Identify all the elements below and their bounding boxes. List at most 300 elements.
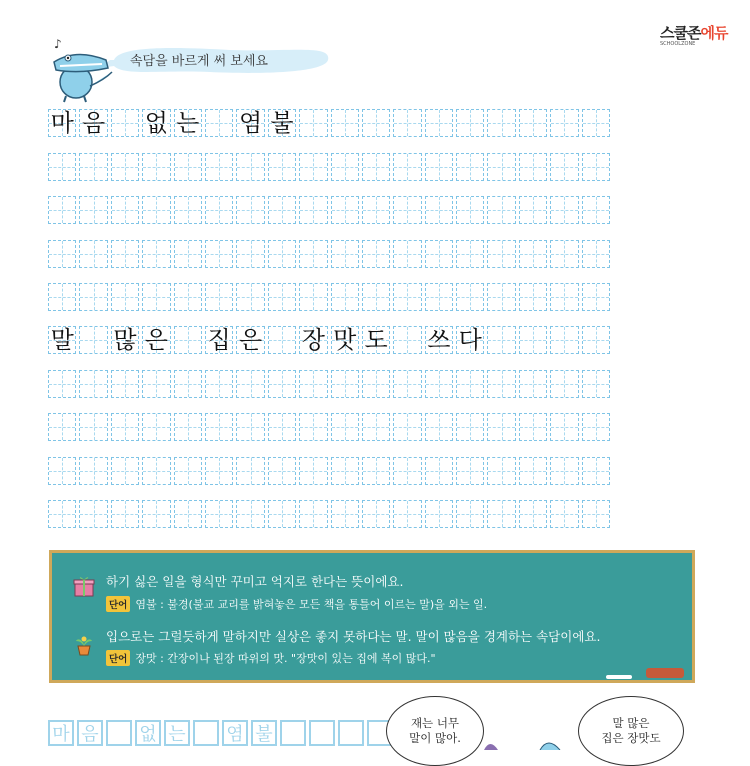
grid-cell[interactable] [550,326,578,354]
grid-cell[interactable] [142,109,170,137]
grid-cell-char [49,197,75,223]
grid-cell[interactable] [174,413,202,441]
grid-cell[interactable] [550,196,578,224]
grid-cell-char [206,501,232,527]
trace-row [48,720,393,746]
grid-cell-char: 말 [50,326,74,355]
grid-cell-char [551,154,577,180]
grid-cell[interactable] [393,457,421,485]
grid-cell[interactable] [331,500,359,528]
grid-cell[interactable] [456,240,484,268]
grid-cell-char [488,284,514,310]
grid-cell[interactable] [487,413,515,441]
grid-cell[interactable] [331,196,359,224]
trace-cell[interactable] [338,720,364,746]
grid-cell-char [551,327,577,353]
grid-cell[interactable] [142,240,170,268]
grid-cell-char [300,458,326,484]
grid-cell-char [457,110,483,136]
grid-cell[interactable] [456,500,484,528]
grid-cell[interactable] [205,457,233,485]
grid-cell[interactable] [268,413,296,441]
grid-cell[interactable] [299,413,327,441]
grid-cell[interactable] [331,240,359,268]
grid-cell-char [363,284,389,310]
grid-cell-char [394,327,420,353]
grid-cell[interactable] [174,500,202,528]
grid-cell-char: 불 [270,109,294,138]
grid-cell[interactable] [299,240,327,268]
grid-cell-char: 은 [144,326,168,355]
grid-cell-char [363,371,389,397]
grid-cell[interactable] [487,153,515,181]
grid-cell[interactable] [48,326,76,354]
grid-cell-char [269,501,295,527]
grid-cell[interactable] [174,370,202,398]
grid-cell[interactable] [111,413,139,441]
grid-cell[interactable] [142,326,170,354]
grid-row [48,370,610,398]
grid-cell[interactable] [79,326,107,354]
grid-cell[interactable] [487,283,515,311]
grid-cell[interactable] [79,457,107,485]
grid-cell[interactable] [362,370,390,398]
grid-cell-char [426,241,452,267]
grid-cell[interactable] [299,196,327,224]
grid-cell-char [143,414,169,440]
grid-cell-char [143,241,169,267]
grid-cell[interactable] [236,457,264,485]
grid-cell-char [237,154,263,180]
grid-cell[interactable] [519,457,547,485]
grid-cell[interactable] [456,413,484,441]
trace-cell[interactable] [106,720,132,746]
grid-cell-char [175,414,201,440]
grid-cell[interactable] [236,370,264,398]
grid-cell-char [49,371,75,397]
grid-cell[interactable] [425,457,453,485]
grid-cell[interactable] [236,109,264,137]
grid-cell[interactable] [205,370,233,398]
grid-cell-char [457,501,483,527]
grid-cell[interactable] [79,413,107,441]
grid-cell[interactable] [519,413,547,441]
grid-cell-char [143,458,169,484]
grid-cell[interactable] [456,457,484,485]
grid-cell[interactable] [582,196,610,224]
grid-cell[interactable] [393,413,421,441]
grid-cell-char [112,458,138,484]
grid-cell[interactable] [519,283,547,311]
word-tag-2: 단어 [106,650,130,666]
grid-cell[interactable] [550,283,578,311]
grid-cell[interactable] [331,109,359,137]
grid-cell-char [206,110,232,136]
grid-cell-char [175,284,201,310]
grid-cell-char [80,241,106,267]
grid-cell-char [520,284,546,310]
grid-cell[interactable] [174,283,202,311]
grid-cell-char [488,458,514,484]
grid-cell-char [112,414,138,440]
grid-cell[interactable] [582,109,610,137]
grid-cell[interactable] [519,196,547,224]
grid-cell-char [269,327,295,353]
grid-cell-char [332,197,358,223]
grid-cell[interactable] [205,283,233,311]
grid-cell[interactable] [582,500,610,528]
grid-cell[interactable] [425,326,453,354]
grid-cell[interactable] [582,370,610,398]
grid-cell[interactable] [142,196,170,224]
trace-cell[interactable]: 염 [222,720,248,746]
grid-cell-char [49,458,75,484]
trace-cell[interactable] [280,720,306,746]
grid-cell[interactable] [362,457,390,485]
grid-cell-char [583,501,609,527]
grid-cell[interactable] [48,196,76,224]
grid-cell[interactable] [48,283,76,311]
grid-cell[interactable] [205,413,233,441]
grid-cell[interactable] [550,153,578,181]
trace-cell[interactable]: 마 [48,720,74,746]
grid-cell[interactable] [425,413,453,441]
grid-cell-char [457,154,483,180]
grid-cell[interactable] [362,283,390,311]
grid-cell[interactable] [268,500,296,528]
grid-cell[interactable] [236,240,264,268]
grid-cell[interactable] [79,196,107,224]
crocodile-mascot-icon [46,36,116,104]
grid-cell[interactable] [79,109,107,137]
grid-cell-char [206,241,232,267]
grid-cell-char [488,154,514,180]
grid-cell-char [300,110,326,136]
grid-cell-char [394,414,420,440]
grid-cell[interactable] [519,240,547,268]
grid-cell[interactable] [268,240,296,268]
explanation-board [49,550,695,683]
grid-cell[interactable] [205,240,233,268]
grid-cell[interactable] [519,326,547,354]
grid-cell[interactable] [425,196,453,224]
grid-cell[interactable] [582,153,610,181]
grid-cell[interactable] [362,413,390,441]
grid-cell[interactable] [236,153,264,181]
grid-cell[interactable] [331,283,359,311]
grid-cell-char [551,371,577,397]
grid-cell-char [394,241,420,267]
trace-cell[interactable] [309,720,335,746]
grid-cell[interactable] [111,153,139,181]
grid-cell[interactable] [236,283,264,311]
grid-cell[interactable] [142,153,170,181]
grid-cell[interactable] [582,240,610,268]
grid-cell-char: 염 [238,109,263,138]
grid-cell[interactable] [174,240,202,268]
trace-cell[interactable]: 는 [164,720,190,746]
word-text-2: 장맛 : 간장이나 된장 따위의 맛. "장맛이 있는 집에 복이 많다." [135,652,436,665]
grid-cell[interactable] [425,240,453,268]
grid-cell-char: 다 [458,326,482,355]
grid-cell-char [49,241,75,267]
grid-cell-char [269,371,295,397]
grid-cell-char [332,154,358,180]
speech-left-line-2: 말이 많아. [409,730,461,745]
grid-cell[interactable] [111,457,139,485]
eraser-icon [646,668,684,678]
grid-cell[interactable] [362,196,390,224]
grid-cell[interactable] [142,413,170,441]
grid-cell-char [269,284,295,310]
grid-cell-char [457,241,483,267]
grid-cell-char [332,458,358,484]
grid-cell-char [112,371,138,397]
grid-cell[interactable] [268,283,296,311]
grid-cell[interactable] [331,153,359,181]
grid-cell[interactable] [236,326,264,354]
grid-cell[interactable] [393,153,421,181]
trace-cell[interactable]: 불 [251,720,277,746]
grid-cell[interactable] [487,240,515,268]
grid-cell[interactable] [550,413,578,441]
grid-cell[interactable] [236,413,264,441]
grid-cell[interactable] [582,457,610,485]
grid-cell-char [426,154,452,180]
grid-cell-char: 는 [176,109,200,138]
grid-cell[interactable] [111,500,139,528]
grid-cell-char [175,458,201,484]
grid-cell-char [206,284,232,310]
speech-text-right [590,716,672,746]
grid-cell[interactable] [582,413,610,441]
grid-cell[interactable] [456,109,484,137]
grid-cell[interactable] [487,370,515,398]
grid-cell[interactable] [331,457,359,485]
grid-cell-char [49,414,75,440]
grid-cell[interactable] [48,370,76,398]
grid-cell[interactable] [79,370,107,398]
grid-cell[interactable] [268,370,296,398]
grid-cell[interactable] [111,326,139,354]
grid-cell-char [143,154,169,180]
grid-cell-char [49,284,75,310]
grid-cell[interactable] [48,153,76,181]
grid-cell-char: 음 [81,109,106,138]
grid-cell-char [551,414,577,440]
grid-cell[interactable] [425,153,453,181]
grid-cell[interactable] [362,240,390,268]
grid-cell[interactable] [174,196,202,224]
meaning-text-1: 하기 싫은 일을 형식만 꾸미고 억지로 한다는 뜻이에요. [106,574,404,589]
grid-cell-char [394,458,420,484]
grid-cell[interactable] [550,370,578,398]
grid-cell[interactable] [425,370,453,398]
grid-cell[interactable] [519,109,547,137]
grid-cell[interactable] [299,109,327,137]
grid-cell[interactable] [236,196,264,224]
grid-cell[interactable] [456,196,484,224]
grid-cell[interactable] [393,326,421,354]
grid-cell[interactable] [362,326,390,354]
grid-cell-char [80,327,106,353]
grid-cell[interactable] [425,500,453,528]
grid-cell[interactable] [550,240,578,268]
grid-cell[interactable] [362,500,390,528]
grid-cell-char [175,197,201,223]
grid-cell-char [394,110,420,136]
grid-cell-char [332,371,358,397]
grid-cell-char [49,154,75,180]
grid-cell-char [457,284,483,310]
grid-cell[interactable] [111,370,139,398]
grid-cell[interactable] [111,283,139,311]
grid-cell[interactable] [456,370,484,398]
grid-cell[interactable] [487,326,515,354]
grid-cell[interactable] [205,326,233,354]
grid-cell[interactable] [519,370,547,398]
grid-cell[interactable] [331,326,359,354]
grid-cell[interactable] [331,370,359,398]
grid-cell-char [363,110,389,136]
grid-cell-char [551,110,577,136]
grid-cell[interactable] [299,326,327,354]
grid-cell-char: 많 [113,326,137,355]
grid-cell-char [237,414,263,440]
grid-cell-char [332,241,358,267]
grid-row [48,109,610,137]
grid-cell[interactable] [550,109,578,137]
grid-cell[interactable] [111,196,139,224]
grid-cell-char [457,197,483,223]
grid-cell-char [175,327,201,353]
grid-cell[interactable] [550,457,578,485]
grid-cell[interactable] [393,283,421,311]
grid-cell[interactable] [456,153,484,181]
grid-cell[interactable] [299,457,327,485]
grid-cell-char [457,414,483,440]
grid-cell[interactable] [48,500,76,528]
grid-cell[interactable] [236,500,264,528]
grid-cell[interactable] [205,196,233,224]
grid-cell-char [520,154,546,180]
grid-cell[interactable] [299,283,327,311]
grid-cell[interactable] [48,109,76,137]
grid-cell[interactable] [268,109,296,137]
grid-cell[interactable] [268,326,296,354]
grid-cell[interactable] [393,500,421,528]
grid-cell[interactable] [268,457,296,485]
grid-cell[interactable] [393,196,421,224]
grid-cell[interactable] [79,283,107,311]
grid-cell[interactable] [111,240,139,268]
grid-cell[interactable] [425,109,453,137]
grid-cell-char: 집 [207,326,231,355]
grid-cell[interactable] [299,370,327,398]
grid-cell[interactable] [487,109,515,137]
grid-cell[interactable] [174,109,202,137]
grid-cell[interactable] [268,196,296,224]
grid-cell[interactable] [393,109,421,137]
grid-cell[interactable] [331,413,359,441]
grid-cell-char [488,110,514,136]
grid-cell[interactable] [142,457,170,485]
grid-cell[interactable] [205,109,233,137]
grid-cell-char [80,284,106,310]
grid-cell-char [457,458,483,484]
trace-cell[interactable]: 음 [77,720,103,746]
grid-cell[interactable] [393,240,421,268]
grid-cell-char [332,501,358,527]
grid-cell-char [143,371,169,397]
grid-cell-char [426,197,452,223]
grid-row [48,326,610,354]
grid-cell-char [426,501,452,527]
grid-cell[interactable] [362,153,390,181]
grid-cell[interactable] [393,370,421,398]
grid-cell[interactable] [142,283,170,311]
grid-cell[interactable] [362,109,390,137]
grid-cell[interactable] [582,283,610,311]
grid-cell[interactable] [142,370,170,398]
grid-cell[interactable] [48,240,76,268]
grid-cell-char [237,501,263,527]
grid-cell[interactable] [487,500,515,528]
grid-cell-char [206,414,232,440]
grid-cell-char [269,414,295,440]
grid-cell-char [551,458,577,484]
trace-cell[interactable] [193,720,219,746]
grid-cell[interactable] [111,109,139,137]
grid-cell[interactable] [142,500,170,528]
grid-cell[interactable] [268,153,296,181]
grid-cell[interactable] [48,413,76,441]
grid-cell[interactable] [205,500,233,528]
grid-cell[interactable] [519,153,547,181]
grid-cell-char: 장 [301,326,325,355]
grid-cell-char [583,197,609,223]
grid-cell-char [80,501,106,527]
grid-cell[interactable] [174,153,202,181]
grid-cell[interactable] [79,153,107,181]
grid-cell[interactable] [487,457,515,485]
grid-cell[interactable] [299,153,327,181]
grid-cell[interactable] [79,500,107,528]
grid-cell[interactable] [487,196,515,224]
grid-cell[interactable] [174,457,202,485]
grid-cell[interactable] [456,283,484,311]
grid-cell-char [488,414,514,440]
grid-cell-char [488,327,514,353]
grid-cell[interactable] [550,500,578,528]
grid-cell[interactable] [79,240,107,268]
grid-cell[interactable] [299,500,327,528]
grid-cell-char [300,414,326,440]
grid-cell-char [112,154,138,180]
grid-cell[interactable] [456,326,484,354]
grid-cell-char [488,371,514,397]
grid-cell-char [300,501,326,527]
grid-cell[interactable] [582,326,610,354]
grid-cell[interactable] [205,153,233,181]
grid-cell-char [300,154,326,180]
trace-cell[interactable]: 없 [135,720,161,746]
grid-cell[interactable] [48,457,76,485]
grid-cell-char [551,241,577,267]
grid-cell[interactable] [425,283,453,311]
grid-cell[interactable] [174,326,202,354]
grid-cell[interactable] [519,500,547,528]
